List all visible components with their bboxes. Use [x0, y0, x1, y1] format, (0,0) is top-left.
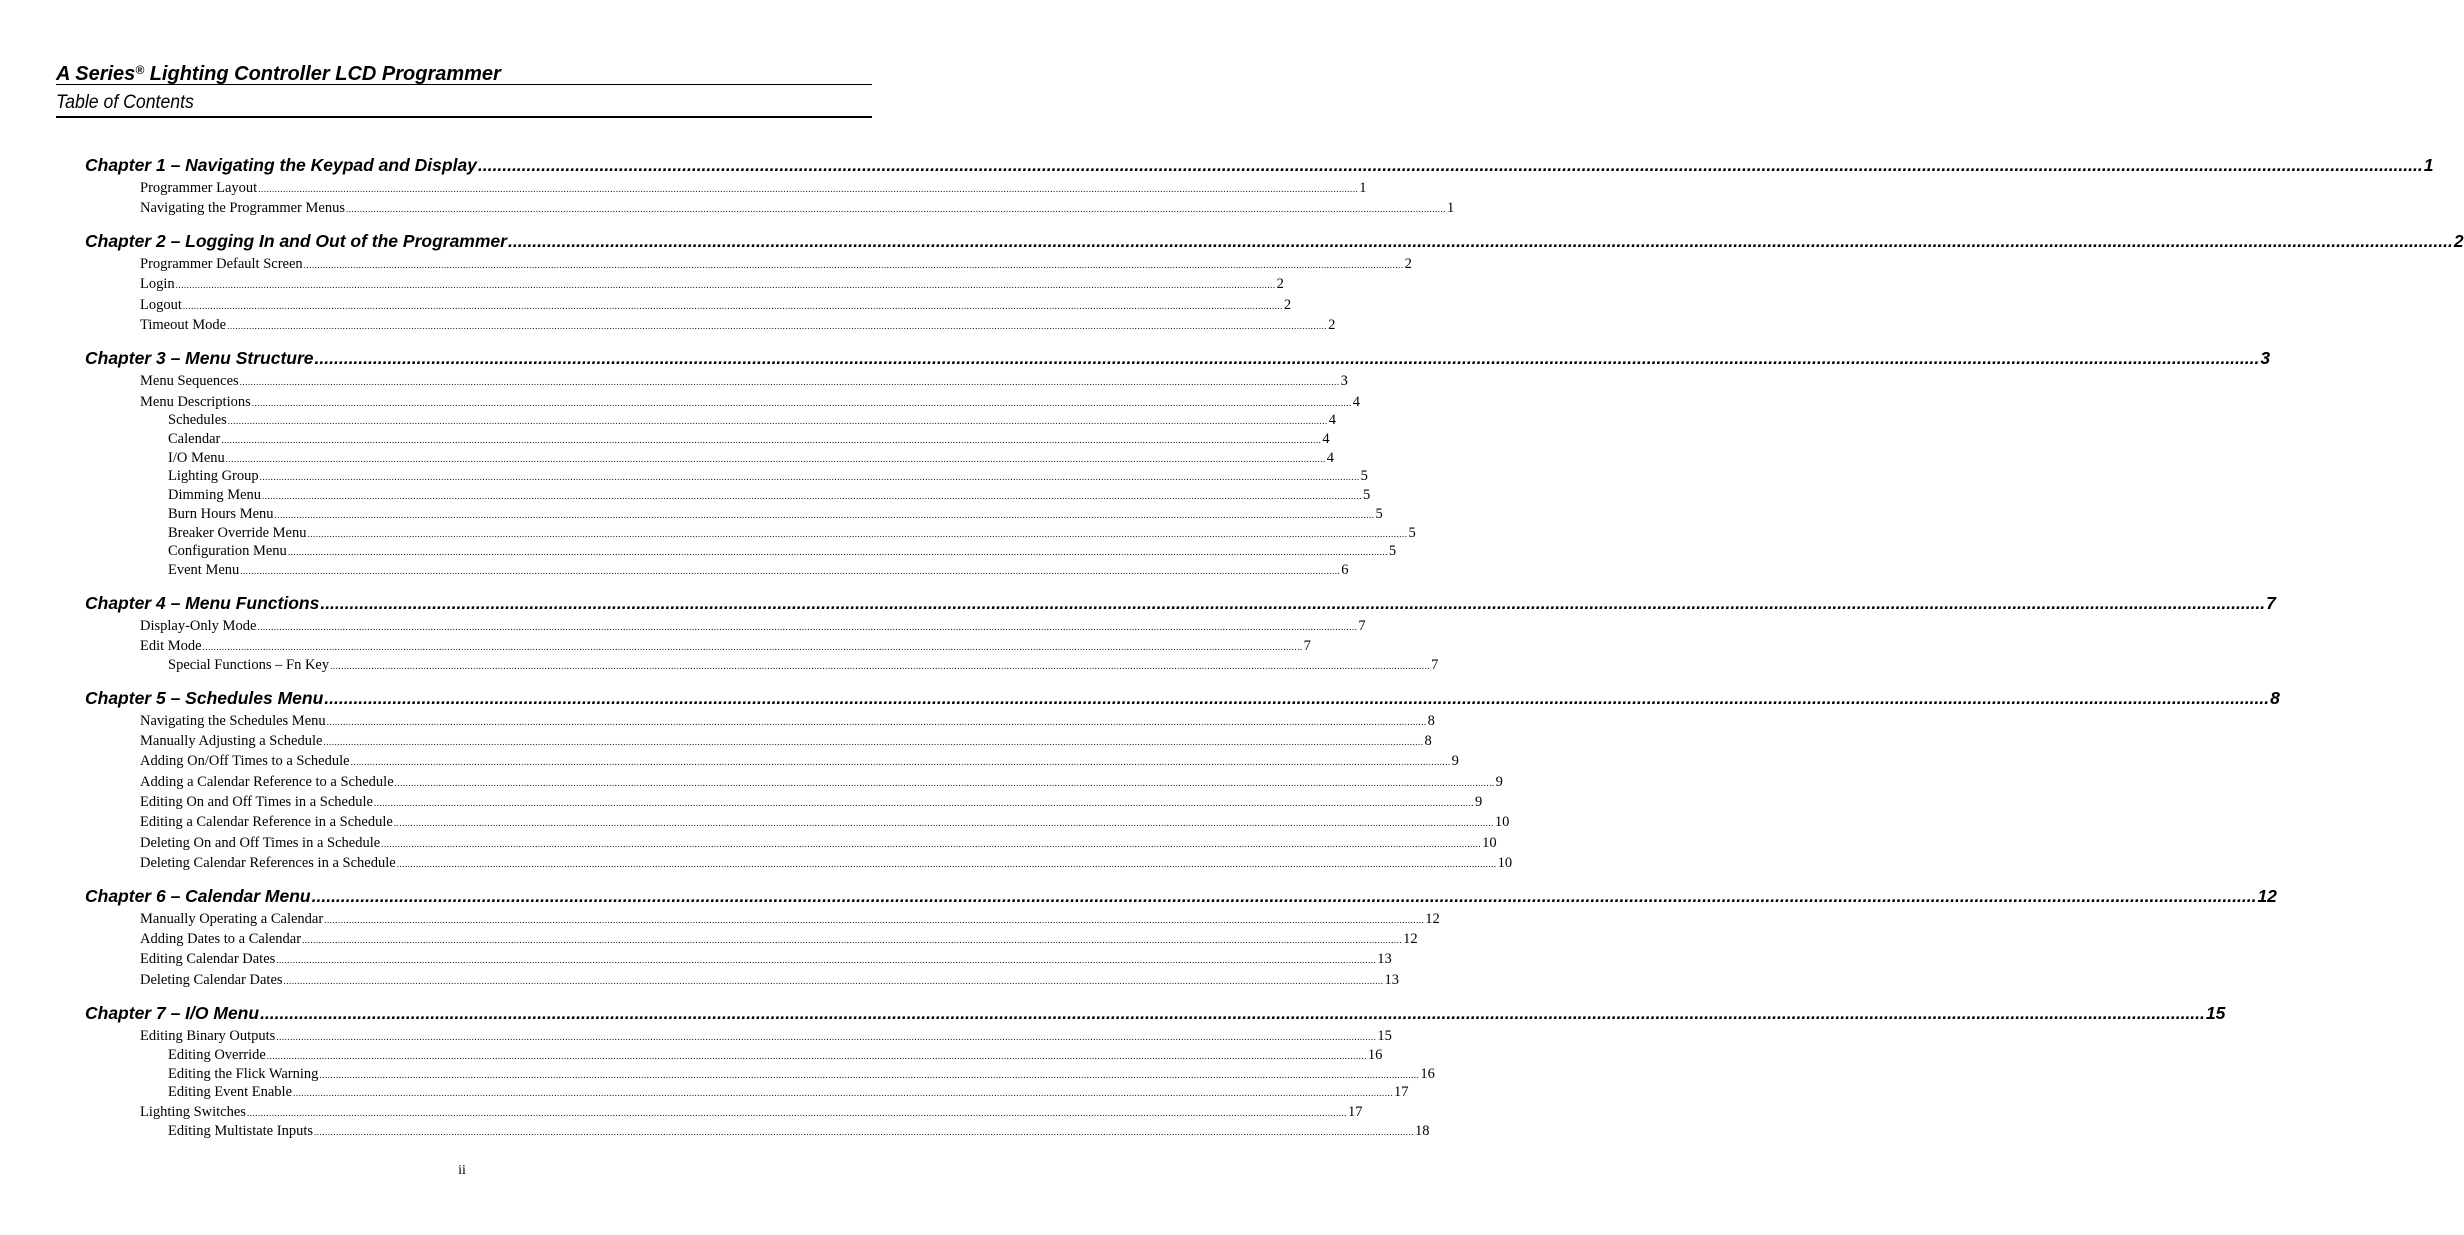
- dot-leader: ................................................................................................................................................................................................................................................................................................................................................................................................................: [182, 301, 1283, 311]
- toc-page-number: 9: [1495, 774, 1503, 790]
- header-rule-top: [56, 84, 872, 85]
- toc-chapter[interactable]: [85, 1001, 2226, 1025]
- toc-entry-title: Programmer Layout: [140, 180, 258, 196]
- toc-entry-title: Configuration Menu: [168, 543, 287, 559]
- toc-page-number: 16: [1420, 1066, 1435, 1082]
- toc-entry[interactable]: [168, 542, 1397, 560]
- dot-leader: ................................................................................................................................................................................................................................................................................................................................................................................................................: [262, 491, 1363, 501]
- toc-page-number: 1: [1359, 180, 1367, 196]
- section-title: Table of Contents: [56, 92, 194, 113]
- header-rule-bottom: [56, 116, 872, 118]
- toc-page-number: 2: [1404, 256, 1412, 272]
- toc-page-number: 2: [1276, 276, 1284, 292]
- toc-entry-title: Calendar: [168, 431, 221, 447]
- toc-page-number: 4: [1328, 412, 1337, 428]
- toc-entry-title: Breaker Override Menu: [168, 525, 307, 541]
- dot-leader: ................................................................................................................................................................................................................................................................................................................................................................................................................: [259, 472, 1360, 482]
- dot-leader: ................................................................................................................................................................................................................................................................................................................................................................................................................: [345, 204, 1446, 214]
- page-number: ii: [458, 1163, 466, 1178]
- dot-leader: ................................................................................................................................................................................................................................................................................................................................................................................................................: [302, 935, 1403, 945]
- toc-entry[interactable]: [168, 505, 1383, 523]
- toc-entry-title: Chapter 1 – Navigating the Keypad and Display: [85, 155, 477, 175]
- dot-leader: ................................................................................................................................................................................................................................................................................................................................................................................................................: [257, 622, 1358, 632]
- dot-leader: ................................................................................................................................................................................................................................................................................................................................................................................................................: [314, 1127, 1414, 1137]
- toc-entry-title: Burn Hours Menu: [168, 506, 274, 522]
- toc-entry-title: Login: [140, 276, 175, 292]
- toc-entry[interactable]: [168, 1065, 1435, 1083]
- toc-entry[interactable]: [140, 950, 1392, 968]
- toc-entry-title: Chapter 4 – Menu Functions: [85, 593, 320, 613]
- toc-entry[interactable]: [140, 199, 1455, 217]
- toc-entry[interactable]: [168, 430, 1330, 448]
- toc-entry[interactable]: [140, 712, 1435, 730]
- dot-leader: ................................................................................................................................................................................................................................................................................................................................................................................................................: [320, 593, 2266, 613]
- dot-leader: ................................................................................................................................................................................................................................................................................................................................................................................................................: [303, 260, 1404, 270]
- toc-entry-title: Adding a Calendar Reference to a Schedule: [140, 774, 394, 790]
- toc-entry-title: Dimming Menu: [168, 487, 262, 503]
- dot-leader: ................................................................................................................................................................................................................................................................................................................................................................................................................: [324, 915, 1425, 925]
- dot-leader: ................................................................................................................................................................................................................................................................................................................................................................................................................: [227, 416, 1328, 426]
- toc-entry[interactable]: [168, 1083, 1409, 1101]
- dot-leader: ................................................................................................................................................................................................................................................................................................................................................................................................................: [293, 1088, 1394, 1098]
- toc-entry[interactable]: [140, 732, 1432, 750]
- toc-page-number: 2: [1283, 297, 1292, 313]
- toc-entry-title: Adding On/Off Times to a Schedule: [140, 753, 350, 769]
- toc-entry[interactable]: [140, 275, 1284, 293]
- dot-leader: ................................................................................................................................................................................................................................................................................................................................................................................................................: [251, 398, 1352, 408]
- toc-entry[interactable]: [140, 854, 1513, 872]
- dot-leader: ................................................................................................................................................................................................................................................................................................................................................................................................................: [307, 529, 1408, 539]
- toc-page-number: 7: [1431, 657, 1439, 673]
- dot-leader: ................................................................................................................................................................................................................................................................................................................................................................................................................: [221, 435, 1322, 445]
- toc-entry[interactable]: [168, 411, 1337, 429]
- toc-page-number: 4: [1352, 394, 1360, 410]
- toc-page-number: 7: [1303, 638, 1311, 654]
- dot-leader: ................................................................................................................................................................................................................................................................................................................................................................................................................: [396, 859, 1497, 869]
- toc-page-number: 1: [1446, 200, 1455, 216]
- toc-chapter[interactable]: [85, 884, 2277, 908]
- toc-page-number: 2: [2453, 231, 2464, 251]
- toc-entry[interactable]: [168, 524, 1416, 542]
- dot-leader: ................................................................................................................................................................................................................................................................................................................................................................................................................: [373, 798, 1474, 808]
- toc-page-number: 5: [1363, 487, 1371, 503]
- toc-entry[interactable]: [140, 793, 1483, 811]
- toc-page-number: 17: [1347, 1104, 1363, 1120]
- toc-entry[interactable]: [168, 656, 1439, 674]
- toc-entry-title: Editing a Calendar Reference in a Schedule: [140, 814, 393, 830]
- toc-page-number: 8: [1427, 713, 1435, 729]
- dot-leader: ................................................................................................................................................................................................................................................................................................................................................................................................................: [239, 377, 1340, 387]
- toc-entry[interactable]: [140, 179, 1367, 197]
- toc-page-number: 5: [1375, 506, 1383, 522]
- dot-leader: ................................................................................................................................................................................................................................................................................................................................................................................................................: [314, 348, 2260, 368]
- toc-entry[interactable]: [140, 637, 1311, 655]
- toc-entry-title: Editing Multistate Inputs: [168, 1123, 313, 1139]
- dot-leader: ................................................................................................................................................................................................................................................................................................................................................................................................................: [477, 155, 2423, 175]
- toc-entry-title: Editing Event Enable: [168, 1084, 293, 1100]
- toc-entry-title: Editing Calendar Dates: [140, 951, 276, 967]
- toc-entry[interactable]: [140, 393, 1360, 411]
- dot-leader: ................................................................................................................................................................................................................................................................................................................................................................................................................: [225, 454, 1326, 464]
- toc-page-number: 5: [1388, 543, 1397, 559]
- toc-page-number: 12: [2257, 886, 2277, 906]
- toc-page-number: 5: [1360, 468, 1368, 484]
- toc-page-number: 5: [1408, 525, 1416, 541]
- toc-chapter[interactable]: [85, 153, 2434, 177]
- toc-entry[interactable]: [140, 834, 1497, 852]
- toc-entry-title: Editing On and Off Times in a Schedule: [140, 794, 373, 810]
- toc-entry-title: Manually Operating a Calendar: [140, 911, 324, 927]
- registered-mark: ®: [135, 63, 145, 77]
- toc-entry[interactable]: [140, 930, 1418, 948]
- toc-entry-title: I/O Menu: [168, 450, 225, 466]
- toc-entry-title: Event Menu: [168, 562, 240, 578]
- toc-page-number: 9: [1451, 753, 1459, 769]
- toc-entry-title: Menu Descriptions: [140, 394, 251, 410]
- toc-entry-title: Chapter 6 – Calendar Menu: [85, 886, 311, 906]
- toc-entry[interactable]: [140, 752, 1459, 770]
- toc-entry[interactable]: [140, 910, 1440, 928]
- toc-page-number: 4: [1322, 431, 1330, 447]
- toc-entry-title: Timeout Mode: [140, 317, 227, 333]
- dot-leader: ................................................................................................................................................................................................................................................................................................................................................................................................................: [276, 955, 1377, 965]
- toc-chapter[interactable]: [85, 591, 2276, 615]
- dot-leader: ................................................................................................................................................................................................................................................................................................................................................................................................................: [175, 280, 1276, 290]
- toc-entry[interactable]: [140, 1103, 1363, 1121]
- toc-chapter[interactable]: [85, 346, 2271, 370]
- toc-entry[interactable]: [140, 316, 1336, 334]
- toc-entry-title: Lighting Group: [168, 468, 259, 484]
- toc-entry[interactable]: [140, 773, 1503, 791]
- toc-page-number: 4: [1326, 450, 1335, 466]
- toc-entry-title: Manually Adjusting a Schedule: [140, 733, 323, 749]
- toc-entry-title: Adding Dates to a Calendar: [140, 931, 302, 947]
- toc-page-number: 8: [2270, 688, 2280, 708]
- toc-chapter[interactable]: [85, 686, 2280, 710]
- toc-page-number: 13: [1377, 951, 1392, 967]
- toc-entry-title: Navigating the Schedules Menu: [140, 713, 326, 729]
- toc-page-number: 15: [2205, 1003, 2226, 1023]
- dot-leader: ................................................................................................................................................................................................................................................................................................................................................................................................................: [311, 886, 2257, 906]
- dot-leader: ................................................................................................................................................................................................................................................................................................................................................................................................................: [393, 818, 1494, 828]
- dot-leader: ................................................................................................................................................................................................................................................................................................................................................................................................................: [276, 1032, 1377, 1042]
- toc-entry-title: Navigating the Programmer Menus: [140, 200, 345, 216]
- toc-entry[interactable]: [140, 372, 1348, 390]
- toc-entry-title: Edit Mode: [140, 638, 202, 654]
- toc-page-number: 17: [1394, 1084, 1409, 1100]
- toc-page-number: 18: [1415, 1123, 1430, 1139]
- toc-entry-title: Deleting Calendar Dates: [140, 972, 283, 988]
- toc-entry-title: Programmer Default Screen: [140, 256, 303, 272]
- toc-page-number: 8: [1424, 733, 1432, 749]
- toc-entry[interactable]: [140, 296, 1292, 314]
- dot-leader: ................................................................................................................................................................................................................................................................................................................................................................................................................: [394, 778, 1495, 788]
- dot-leader: ................................................................................................................................................................................................................................................................................................................................................................................................................: [246, 1108, 1347, 1118]
- toc-page-number: 9: [1474, 794, 1483, 810]
- dot-leader: ................................................................................................................................................................................................................................................................................................................................................................................................................: [260, 1003, 2205, 1023]
- dot-leader: ................................................................................................................................................................................................................................................................................................................................................................................................................: [266, 1051, 1367, 1061]
- dot-leader: ................................................................................................................................................................................................................................................................................................................................................................................................................: [330, 661, 1431, 671]
- dot-leader: ................................................................................................................................................................................................................................................................................................................................................................................................................: [350, 757, 1451, 767]
- dot-leader: ................................................................................................................................................................................................................................................................................................................................................................................................................: [324, 688, 2270, 708]
- toc-entry-title: Display-Only Mode: [140, 618, 257, 634]
- toc-entry[interactable]: [140, 1027, 1392, 1045]
- toc-entry-title: Deleting Calendar References in a Schedule: [140, 855, 396, 871]
- dot-leader: ................................................................................................................................................................................................................................................................................................................................................................................................................: [381, 839, 1482, 849]
- toc-entry-title: Logout: [140, 297, 182, 313]
- dot-leader: ................................................................................................................................................................................................................................................................................................................................................................................................................: [202, 642, 1303, 652]
- dot-leader: ................................................................................................................................................................................................................................................................................................................................................................................................................: [227, 321, 1328, 331]
- toc-entry-title: Schedules: [168, 412, 227, 428]
- toc-entry[interactable]: [168, 449, 1335, 467]
- toc-entry-title: Chapter 7 – I/O Menu: [85, 1003, 260, 1023]
- toc-entry-title: Deleting On and Off Times in a Schedule: [140, 835, 381, 851]
- toc-entry-title: Chapter 2 – Logging In and Out of the Programmer: [85, 231, 507, 251]
- toc-page-number: 6: [1341, 562, 1349, 578]
- toc-page-number: 7: [2266, 593, 2276, 613]
- toc-entry[interactable]: [168, 467, 1368, 485]
- toc-page-number: 16: [1367, 1047, 1383, 1063]
- toc-entry-title: Chapter 3 – Menu Structure: [85, 348, 314, 368]
- toc-page-number: 7: [1358, 618, 1366, 634]
- toc-page-number: 12: [1403, 931, 1418, 947]
- toc-chapter[interactable]: [85, 229, 2464, 253]
- dot-leader: ................................................................................................................................................................................................................................................................................................................................................................................................................: [319, 1070, 1420, 1080]
- dot-leader: ................................................................................................................................................................................................................................................................................................................................................................................................................: [283, 976, 1384, 986]
- dot-leader: ................................................................................................................................................................................................................................................................................................................................................................................................................: [507, 231, 2453, 251]
- toc-page-number: 3: [1340, 373, 1348, 389]
- toc-page-number: 10: [1482, 835, 1497, 851]
- toc-page-number: 10: [1494, 814, 1510, 830]
- dot-leader: ................................................................................................................................................................................................................................................................................................................................................................................................................: [287, 547, 1388, 557]
- toc-entry[interactable]: [140, 971, 1400, 989]
- toc-page-number: 13: [1384, 972, 1400, 988]
- toc-entry[interactable]: [140, 255, 1412, 273]
- toc-entry-title: Chapter 5 – Schedules Menu: [85, 688, 324, 708]
- title-text-post: Lighting Controller LCD Programmer: [144, 63, 501, 85]
- toc-entry-title: Editing Override: [168, 1047, 266, 1063]
- dot-leader: ................................................................................................................................................................................................................................................................................................................................................................................................................: [240, 566, 1341, 576]
- toc-entry-title: Editing Binary Outputs: [140, 1028, 276, 1044]
- toc-entry[interactable]: [168, 561, 1349, 579]
- dot-leader: ................................................................................................................................................................................................................................................................................................................................................................................................................: [323, 737, 1424, 747]
- toc-page-number: 2: [1328, 317, 1336, 333]
- dot-leader: ................................................................................................................................................................................................................................................................................................................................................................................................................: [274, 510, 1375, 520]
- dot-leader: ................................................................................................................................................................................................................................................................................................................................................................................................................: [258, 184, 1359, 194]
- toc-page-number: 3: [2260, 348, 2271, 368]
- toc-entry-title: Editing the Flick Warning: [168, 1066, 319, 1082]
- toc-page-number: 15: [1377, 1028, 1392, 1044]
- toc-entry[interactable]: [140, 617, 1366, 635]
- toc-entry-title: Lighting Switches: [140, 1104, 246, 1120]
- toc-entry[interactable]: [168, 1122, 1430, 1140]
- toc-entry-title: Menu Sequences: [140, 373, 239, 389]
- toc-page-number: 10: [1497, 855, 1513, 871]
- dot-leader: ................................................................................................................................................................................................................................................................................................................................................................................................................: [326, 717, 1427, 727]
- toc-entry[interactable]: [168, 1046, 1383, 1064]
- toc-entry[interactable]: [140, 813, 1510, 831]
- toc-entry[interactable]: [168, 486, 1371, 504]
- toc-page-number: 1: [2423, 155, 2434, 175]
- toc-entry-title: Special Functions – Fn Key: [168, 657, 330, 673]
- title-text-pre: A Series: [56, 63, 136, 85]
- toc-page-number: 12: [1425, 911, 1440, 927]
